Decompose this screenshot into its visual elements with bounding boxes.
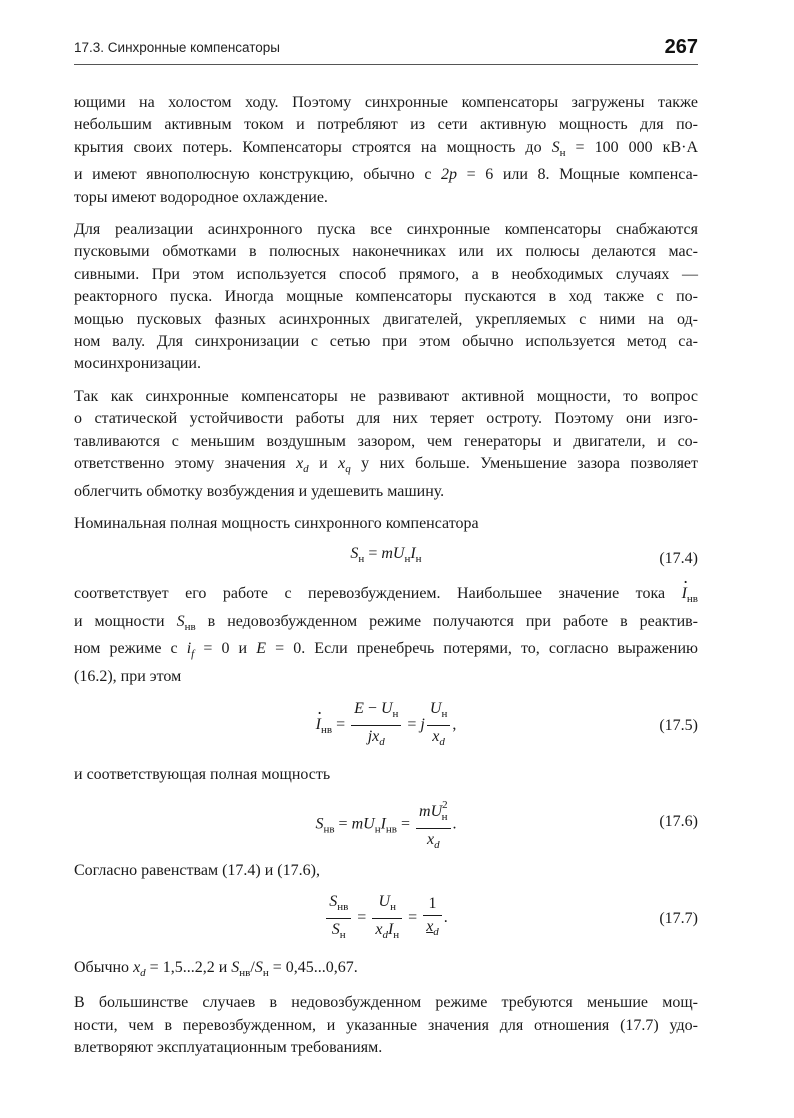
text-line: ном валу. Для синхронизации с сетью при этом обычно используется метод са- [74,333,698,351]
equation-17-6 [74,794,698,850]
text-line: торы имеют водородное охлаждение. [74,188,328,206]
text-line: ности, чем в перевозбужденном, и указанные значения для отношения (17.7) удо- [74,1016,698,1034]
paragraph-5 [74,583,698,688]
equation-number: (17.4) [659,550,698,568]
text-line: и имеют явнополюсную конструкцию, обычно с 2p = 6 или 8. Мощные компенса- [74,166,698,184]
text-line: реакторного пуска. Иногда мощные компенсаторы пускаются в ход также с по- [74,288,698,306]
text-line: Номинальная полная мощность синхронного компенсатора [74,514,479,532]
text-line: и соответствующая полная мощность [74,765,331,783]
paragraph-8 [74,957,698,984]
text-line: Для реализации асинхронного пуска все синхронные компенсаторы снабжаются [74,221,698,239]
text-line: небольшим активным током и потребляют из сети активную мощность для по- [74,116,698,134]
text-line: ответственно этому значения $x_d$ и $x_q$ у них больше. Уменьшение зазора позволяет [74,455,699,476]
text-line: Согласно равенствам (17.4) и (17.6), [74,862,320,880]
paragraph-7 [74,860,698,882]
text-line: ющими на холостом ходу. Поэтому синхронные компенсаторы загружены также [74,94,698,111]
text-line: Обычно $x_d = 1,5...2,2$ и $S_{нв}/S_н = 0,45...0,67$. [74,958,358,979]
running-title: 17.3. Синхронные компенсаторы [74,40,280,55]
text-line: мосинхронизации. [74,355,201,373]
text-line: влетворяют эксплуатационным требованиям. [74,1038,383,1056]
text-line: ном режиме с $i_f = 0$ и E = 0. Если пренебречь потерями, то, согласно выражению [74,640,698,661]
running-header [74,36,698,62]
equation-body: $S_н = mU_нI_н$ [350,545,422,566]
equation-17-4 [74,543,698,575]
text-line: крытия своих потерь. Компенсаторы строятся на мощность до $S_н = 100$ 000 кВ·А [74,138,699,159]
text-line: В большинстве случаев в недовозбужденном режиме требуются меньшие мощ- [74,994,698,1012]
text-line: облегчить обмотку возбуждения и удешевить машину. [74,482,445,500]
equation-17-7 [74,891,698,947]
text-line: тавливаются с меньшим воздушным зазором, чем генераторы и двигатели, и со- [74,432,698,450]
paragraph-9 [74,992,698,1059]
text-line: пусковыми обмотками в полюсных наконечниках или их полюсы делаются мас- [74,243,698,261]
paragraph-3 [74,386,698,503]
text-line: Так как синхронные компенсаторы не развивают активной мощности, то вопрос [74,387,698,405]
body-text [74,92,698,1069]
text-line: и мощности $S_{нв}$ в недовозбужденном режиме получаются при работе в реактив- [74,612,699,633]
equation-body: $\frac{S_{нв}}{S_н}$ = $\frac{U_н}{x_dI_н}$ = $\frac{1}{x_d}$ . [74,891,698,946]
equation-number: (17.5) [659,716,698,734]
equation-17-5 [74,698,698,754]
page-number: 267 [664,36,698,58]
text-line: сивными. При этом используется способ прямого, а в необходимых случаях — [74,265,698,283]
text-line: мощью пусковых фазных асинхронных двигателей, укрепляемых с ними на од- [74,310,698,328]
header-rule [74,64,698,65]
paragraph-4 [74,513,698,535]
paragraph-2 [74,219,698,376]
paragraph-1 [74,92,698,209]
equation-number: (17.7) [659,909,698,927]
equation-body: · $I_{нв}$ = $\frac{E - U_н}{jx_d}$ = j $\frac{U_н}{x_d}$ , [74,698,698,753]
text-line: соответствует его работе с перевозбуждением. Наибольшее значение тока · $I_{нв}$ [74,583,698,610]
text-line: о статической устойчивости работы для них теряет остроту. Поэтому они изго- [74,410,698,428]
paragraph-6 [74,764,698,786]
equation-number: (17.6) [659,813,698,831]
text-line: (16.2), при этом [74,667,182,685]
equation-body: $S_{нв} = mU_нI_{нв}$ = $\frac{mU^2_н}{x_d}$ . [74,794,698,856]
